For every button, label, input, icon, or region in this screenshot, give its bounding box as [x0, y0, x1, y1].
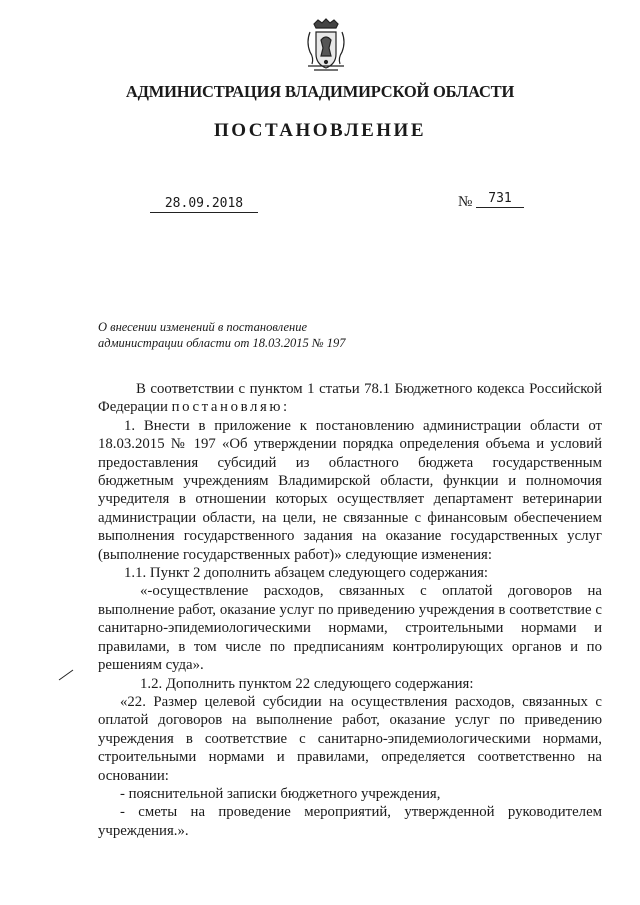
document-body: [98, 380, 602, 840]
bullet-explanatory-note: - пояснительной записки бюджетного учреждения,: [120, 785, 441, 802]
subject-line-1: О внесении изменений в постановление: [98, 320, 308, 334]
document-date: 28.09.2018: [150, 196, 258, 213]
document-subject: [98, 319, 346, 351]
item-1-2-text: «22. Размер целевой субсидии на осуществления расходов, связанных с оплатой договоров на выполнение работ, оказание услуг по приведению учреждения в соответствие с санитарно-эпидемиологическими нормами, строительными нормами и правилами, определяется соответственно на основании:: [98, 693, 602, 784]
item-1-1-text: «-осуществление расходов, связанных с оплатой договоров на выполнение работ, оказание услуг по приведению учреждения в соответствие с санитарно-эпидемиологическими нормами, строительными нормами и правилами, в том числе по предписаниям контролирующих органов и по решениям суда».: [98, 583, 602, 674]
subject-line-2: администрации области от 18.03.2015 № 197: [98, 336, 346, 350]
item-1-2: 1.2. Дополнить пунктом 22 следующего содержания:: [140, 675, 474, 692]
decree-word: постановляю: [171, 399, 284, 416]
document-type: ПОСТАНОВЛЕНИЕ: [213, 120, 427, 141]
intro-paragraph: [98, 380, 602, 417]
item-1: 1. Внести в приложение к постановлению администрации области от 18.03.2015 № 197 «Об утверждении порядка определения объема и условий предоставления субсидий из областного бюджета государственным бюджетным учреждениям Владимирской области, функции и полномочия учредителя в отношении которых осуществляет департамент ветеринарии администрации области, на цели, не связанные с финансовым обеспечением выполнения государственного задания на оказание государственных услуг (выполнение государственных работ)» следующие изменения:: [98, 417, 602, 563]
organization-title: АДМИНИСТРАЦИЯ ВЛАДИМИРСКОЙ ОБЛАСТИ: [125, 82, 515, 101]
handwritten-mark-icon: [58, 668, 74, 682]
document-number: 731: [476, 191, 524, 208]
bullet-estimate: - сметы на проведение мероприятий, утвержденной руководителем учреждения.».: [98, 804, 602, 839]
number-label: №: [458, 194, 473, 210]
intro-colon: :: [283, 399, 288, 416]
item-1-1: 1.1. Пункт 2 дополнить абзацем следующего содержания:: [124, 565, 489, 582]
intro-text: В соответствии с пунктом 1 статьи 78.1 Бюджетного кодекса Российской Федерации: [98, 381, 602, 416]
coat-of-arms-icon: [304, 18, 348, 74]
